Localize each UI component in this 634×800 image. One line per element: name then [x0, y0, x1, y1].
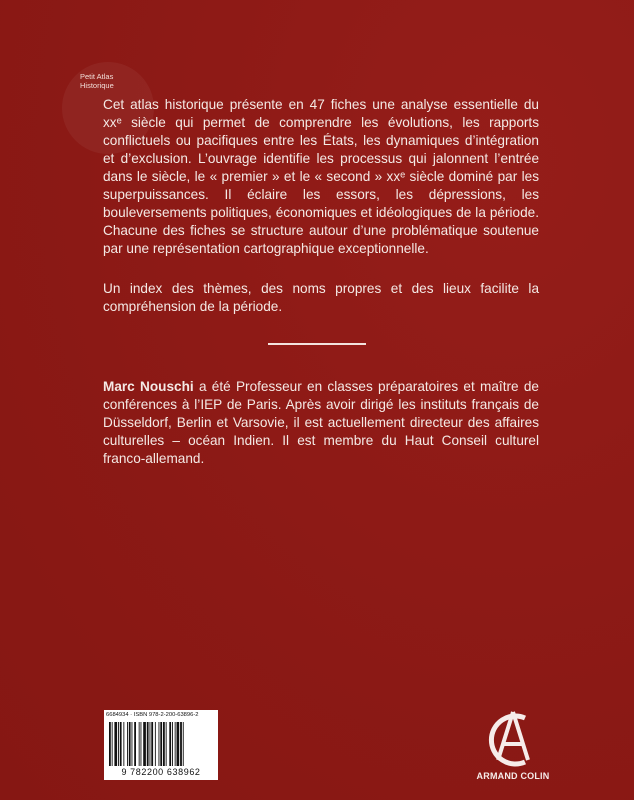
author-bio: [103, 378, 539, 468]
barcode-bar: [183, 722, 184, 766]
barcode-bar: [139, 722, 140, 766]
summary-paragraph: Cet atlas historique présente en 47 fiches une analyse essentielle du xxᵉ siècle qui permet de comprendre les évolutions, les rapports conflictuels ou pacifiques entre les États, les dynamiques d’intégration et d’exclusion. L’ouvrage identifie les processus qui jalonnent l’entrée dans le siècle, le « premier » et le « second » xxᵉ siècle dominé par les superpuissances. Il éclaire les essors, les dépressions, les bouleversements politiques, économiques et idéologiques de la période. Chacune des fiches se structure autour d’une problématique soutenue par une représentation cartographique exceptionnelle.: [103, 97, 539, 256]
barcode-bar: [112, 722, 113, 766]
barcode-bar: [127, 722, 128, 766]
barcode-bar: [172, 722, 173, 766]
barcode-bar: [160, 722, 162, 766]
barcode-bars: [108, 722, 214, 766]
barcode-bar: [177, 722, 180, 766]
barcode-bar: [151, 722, 153, 766]
isbn-barcode: [104, 710, 218, 780]
series-label: [80, 72, 114, 90]
barcode-bar: [169, 722, 171, 766]
barcode-number: 9 782200 638962: [121, 767, 201, 777]
barcode-bar: [132, 722, 133, 766]
barcode-bar: [147, 722, 149, 766]
barcode-bar: [123, 722, 124, 766]
barcode-bar: [159, 722, 160, 766]
barcode-bar: [134, 722, 136, 766]
author-bio-text: a été Professeur en classes préparatoires et maître de conférences à l’IEP de Paris. Après avoir dirigé les instituts français de Düsseldorf, Berlin et Varsovie, il est actuellement directeur des affaires culturelles – océan Indien. Il est membre du Haut Conseil culturel franco-allemand.: [103, 379, 539, 466]
divider-line: [268, 343, 366, 345]
barcode-bar: [109, 722, 111, 766]
barcode-bar: [114, 722, 117, 766]
barcode-bar: [175, 722, 176, 766]
author-name: Marc Nouschi: [103, 379, 194, 394]
barcode-bar: [163, 722, 165, 766]
series-label-line1: Petit Atlas: [80, 72, 114, 81]
barcode-bar: [141, 722, 142, 766]
publisher-name: ARMAND COLIN: [476, 771, 550, 781]
barcode-bar: [166, 722, 167, 766]
series-label-line2: Historique: [80, 81, 114, 90]
barcode-bar: [143, 722, 146, 766]
barcode-top-line: 6684934 · ISBN 978-2-200-63896-2: [106, 712, 199, 718]
barcode-bar: [129, 722, 131, 766]
armand-colin-logo-icon: [468, 700, 558, 780]
index-paragraph: Un index des thèmes, des noms propres et des lieux facilite la compréhension de la période.: [103, 281, 539, 314]
barcode-bar: [180, 722, 182, 766]
barcode-bar: [150, 722, 151, 766]
barcode-bar: [118, 722, 119, 766]
barcode-bar: [120, 722, 122, 766]
barcode-bar: [155, 722, 156, 766]
